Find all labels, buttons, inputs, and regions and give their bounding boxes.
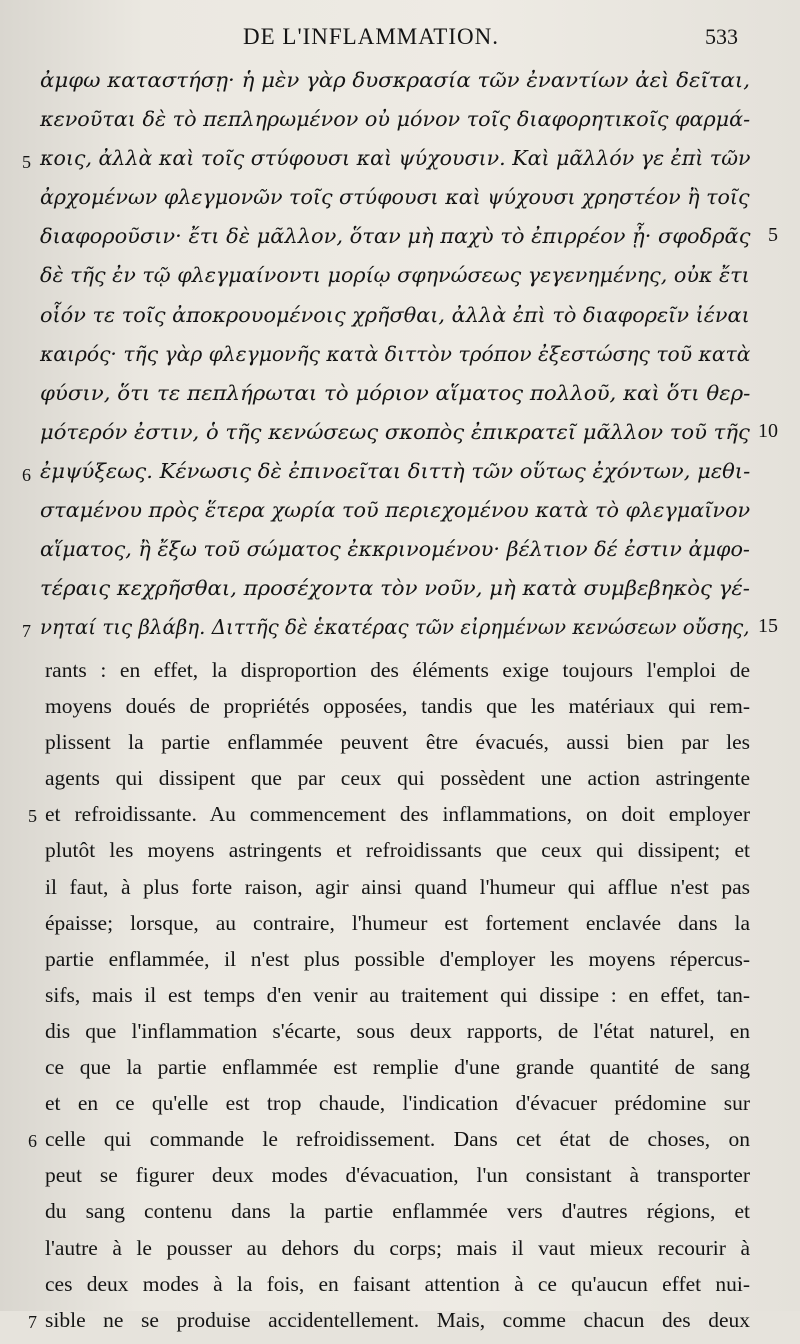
text-line (0, 224, 800, 263)
text-line (0, 1127, 800, 1163)
text-line (0, 1272, 800, 1308)
text-line (0, 802, 800, 838)
line-number-left: 6 (22, 464, 31, 485)
text-line (0, 615, 800, 654)
french-translation-block (0, 658, 800, 1344)
line-text: sifs, mais il est temps d'en venir au traitement qui dissipe : en effet, tan- (45, 982, 750, 1007)
text-line (0, 185, 800, 224)
line-text: du sang contenu dans la partie enflammée vers d'autres régions, et (45, 1199, 750, 1224)
greek-text-block (0, 68, 800, 654)
page-number: 533 (705, 24, 738, 49)
line-number-left: 6 (28, 1131, 37, 1152)
text-line (0, 459, 800, 498)
line-text: il faut, à plus forte raison, agir ainsi quand l'humeur qui afflue n'est pas (45, 874, 750, 899)
line-text: διαφοροῦσιν· ἔτι δὲ μᾶλλον, ὅταν μὴ παχὺ τὸ ἐπιρρέον ᾖ· σφοδρᾶς (40, 224, 751, 249)
text-line (0, 68, 800, 107)
line-text: et refroidissante. Au commencement des inflammations, on doit employer (45, 802, 750, 827)
text-line (0, 1163, 800, 1199)
line-text: plissent la partie enflammée peuvent être évacués, aussi bien par les (45, 730, 750, 755)
line-text: rants : en effet, la disproportion des éléments exige toujours l'emploi de (45, 658, 750, 682)
text-line (0, 838, 800, 874)
text-line (0, 911, 800, 947)
text-line (0, 983, 800, 1019)
text-line (0, 658, 800, 694)
line-text: peut se figurer deux modes d'évacuation, l'un consistant à transporter (45, 1163, 750, 1188)
line-text: σταμένου πρὸς ἕτερα χωρία τοῦ περιεχομένου κατὰ τὸ φλεγμαῖνον (40, 498, 751, 523)
line-text: ces deux modes à la fois, en faisant attention à ce qu'aucun effet nui- (45, 1271, 750, 1296)
text-line (0, 875, 800, 911)
line-text: ἀμφω καταστήσῃ· ἡ μὲν γὰρ δυσκρασία τῶν ἐναντίων ἀεὶ δεῖται, (40, 68, 750, 92)
line-text: partie enflammée, il n'est plus possible d'employer les moyens répercus- (45, 946, 750, 971)
text-line (0, 730, 800, 766)
text-line (0, 576, 800, 615)
text-line (0, 1091, 800, 1127)
line-number-left: 7 (28, 1311, 37, 1332)
line-text: plutôt les moyens astringents et refroidissants que ceux qui dissipent; et (45, 838, 750, 863)
line-text: épaisse; lorsque, au contraire, l'humeur est fortement enclavée dans la (45, 910, 750, 935)
line-number-left: 5 (28, 806, 37, 827)
text-line (0, 263, 800, 302)
line-number-left: 5 (22, 152, 31, 173)
text-line (0, 342, 800, 381)
line-text: φύσιν, ὅτι τε πεπλήρωται τὸ μόριον αἵματος πολλοῦ, καὶ ὅτι θερ- (40, 380, 751, 405)
page-header (0, 20, 800, 54)
line-text: ἀρχομένων φλεγμονῶν τοῖς στύφουσι καὶ ψύχουσι χρηστέον ἢ τοῖς (40, 185, 750, 210)
text-line (0, 146, 800, 185)
text-line (0, 498, 800, 537)
line-text: νηταί τις βλάβη. Διττῆς δὲ ἑκατέρας τῶν εἰρημένων κενώσεων οὔσης, (40, 615, 750, 640)
line-text: moyens doués de propriétés opposées, tandis que les matériaux qui rem- (45, 694, 750, 719)
line-text: dis que l'inflammation s'écarte, sous deux rapports, de l'état naturel, en (45, 1018, 750, 1043)
text-line (0, 1236, 800, 1272)
line-text: sible ne se produise accidentellement. Mais, comme chacun des deux (45, 1307, 750, 1332)
text-line (0, 766, 800, 802)
text-line (0, 1019, 800, 1055)
text-line (0, 1199, 800, 1235)
line-number-right: 10 (758, 419, 778, 442)
line-text: μότερόν ἐστιν, ὁ τῆς κενώσεως σκοπὸς ἐπικρατεῖ μᾶλλον τοῦ τῆς (40, 419, 750, 444)
text-line (0, 947, 800, 983)
line-text: δὲ τῆς ἐν τῷ φλεγμαίνοντι μορίῳ σφηνώσεως γεγενημένης, οὐκ ἔτι (40, 263, 750, 288)
text-line (0, 537, 800, 576)
line-text: ἐμψύξεως. Κένωσις δὲ ἐπινοεῖται διττὴ τῶν οὕτως ἐχόντων, μεθι- (40, 458, 751, 483)
text-line (0, 420, 800, 459)
line-number-right: 5 (768, 224, 778, 247)
text-line (0, 381, 800, 420)
running-title: DE L'INFLAMMATION. (243, 24, 499, 49)
text-line (0, 1055, 800, 1091)
text-line (0, 303, 800, 342)
line-text: κενοῦται δὲ τὸ πεπληρωμένον οὐ μόνον τοῖς διαφορητικοῖς φαρμά- (40, 107, 751, 132)
line-text: καιρός· τῆς γὰρ φλεγμονῆς κατὰ διττὸν τρόπον ἐξεστώσης τοῦ κατὰ (40, 341, 751, 366)
text-line (0, 107, 800, 146)
line-number-left: 7 (22, 621, 31, 642)
line-text: κοις, ἀλλὰ καὶ τοῖς στύφουσι καὶ ψύχουσιν. Καὶ μᾶλλόν γε ἐπὶ τῶν (40, 146, 751, 171)
text-line (0, 1308, 800, 1344)
line-text: τέραις κεχρῆσθαι, προσέχοντα τὸν νοῦν, μὴ κατὰ συμβεβηκὸς γέ- (40, 576, 750, 601)
line-text: αἵματος, ἢ ἔξω τοῦ σώματος ἐκκρινομένου· βέλτιον δέ ἐστιν ἀμφο- (40, 537, 750, 562)
line-text: οἷόν τε τοῖς ἀποκρουομένοις χρῆσθαι, ἀλλὰ ἐπὶ τὸ διαφορεῖν ἰέναι (40, 302, 750, 327)
line-text: et en ce qu'elle est trop chaude, l'indication d'évacuer prédomine sur (45, 1091, 750, 1116)
line-text: agents qui dissipent que par ceux qui possèdent une action astringente (45, 766, 750, 791)
line-text: celle qui commande le refroidissement. Dans cet état de choses, on (45, 1127, 750, 1152)
line-text: ce que la partie enflammée est remplie d'une grande quantité de sang (45, 1055, 750, 1080)
line-text: l'autre à le pousser au dehors du corps; mais il vaut mieux recourir à (45, 1235, 750, 1260)
line-number-right: 15 (758, 615, 778, 638)
text-line (0, 694, 800, 730)
